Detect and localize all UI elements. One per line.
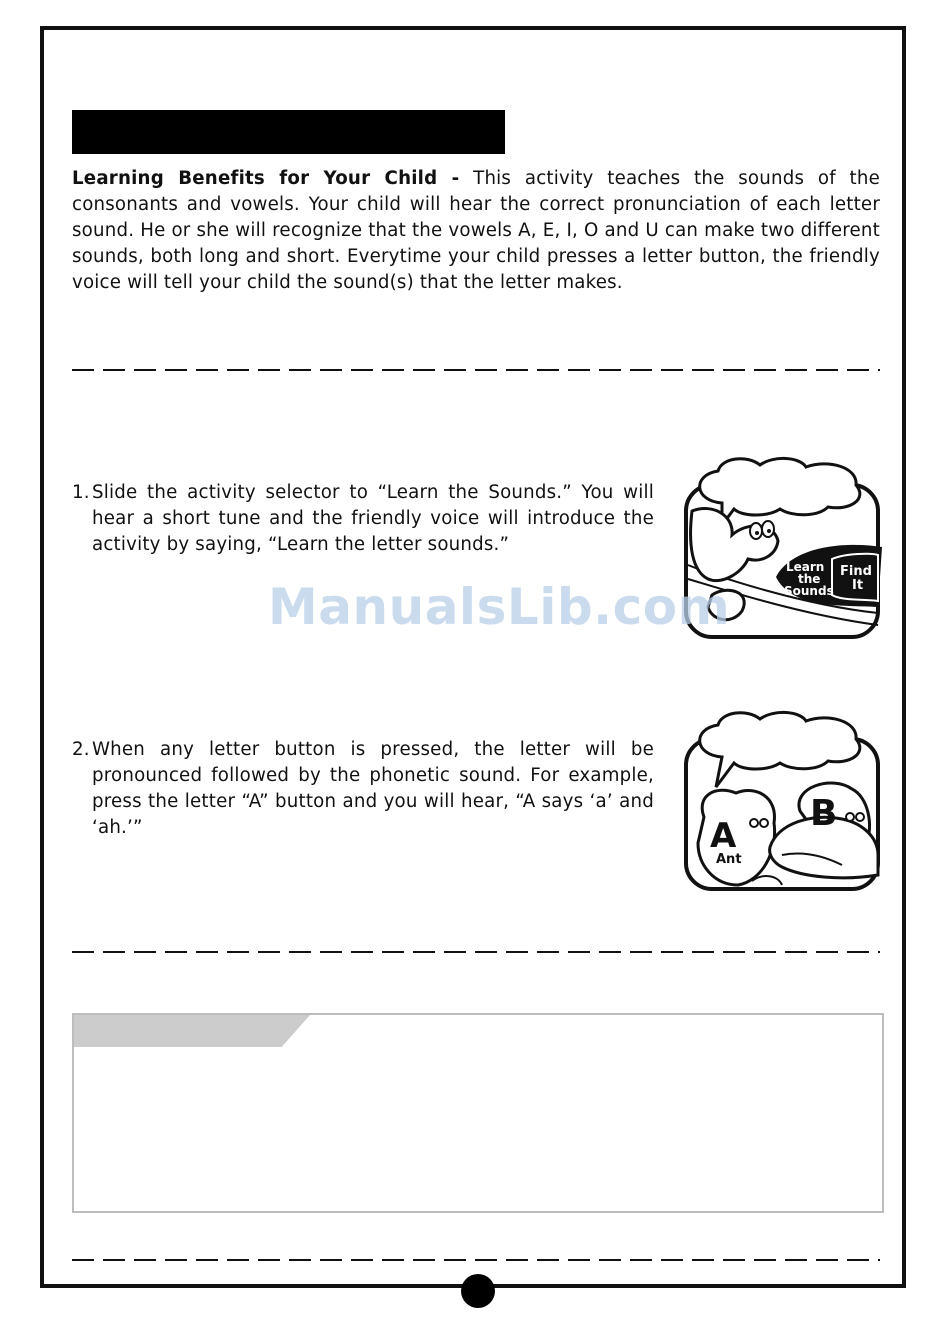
step-2 [72, 737, 654, 841]
word-ant-label: Ant [716, 852, 742, 867]
watermark: ManualsLib.com [268, 578, 731, 636]
label-the: the [798, 572, 821, 586]
step-1-text: Slide the activity selector to “Learn the Sounds.” You will hear a short tune and the friendly voice will introduce the activity by saying, “Learn the letter sounds.” [92, 482, 654, 555]
step-1-number: 1. [72, 482, 90, 503]
section-title-bar [72, 110, 505, 154]
letter-b-label: B [810, 793, 838, 834]
label-sounds: Sounds [784, 584, 834, 598]
label-learn: Learn [786, 560, 825, 574]
label-find: Find [840, 564, 872, 579]
letter-a-b-buttons-illustration [682, 705, 882, 895]
learning-benefits-lead: Learning Benefits for Your Child - [72, 168, 460, 189]
step-1 [72, 480, 654, 558]
learning-benefits-paragraph [72, 166, 880, 296]
learning-benefits-text: This activity teaches the sounds of the consonants and vowels. Your child will hear the correct pronunciation of each letter sound. He or she will recognize that the vowels A, E, I, O and U can make two different sounds, both long and short. Everytime your child presses a letter button, the friendly voice will tell your child the sound(s) that the letter makes. [72, 168, 880, 293]
note-box-tab [74, 1015, 310, 1047]
letter-a-label: A [710, 816, 737, 856]
page-number-dot [461, 1274, 495, 1308]
dashed-divider [72, 369, 880, 371]
label-it: It [852, 578, 864, 593]
dashed-divider [72, 1259, 880, 1261]
dashed-divider [72, 951, 880, 953]
step-2-text: When any letter button is pressed, the letter will be pronounced followed by the phonetic sound. For example, press the letter “A” button and you will hear, “A says ‘a’ and ‘ah.’” [92, 739, 654, 838]
step-2-number: 2. [72, 739, 90, 760]
note-box [72, 1013, 884, 1213]
